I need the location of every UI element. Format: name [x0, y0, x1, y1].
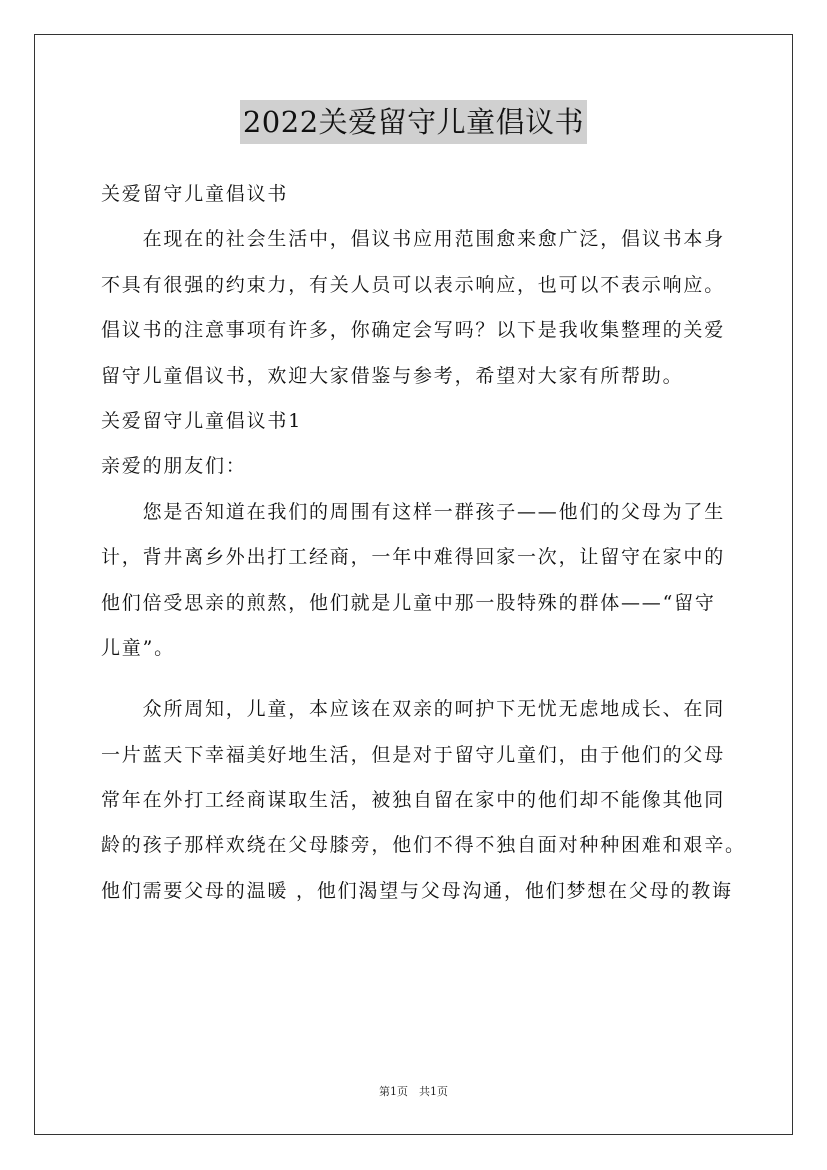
document-title: 2022关爱留守儿童倡议书 [240, 100, 587, 144]
section-heading: 关爱留守儿童倡议书1 [101, 409, 303, 432]
text-line: 他们倍受思亲的煎熬，他们就是儿童中那一股特殊的群体——“留守 [101, 591, 716, 614]
text-line: 倡议书的注意事项有许多，你确定会写吗？以下是我收集整理的关爱 [101, 319, 726, 342]
text-line: 龄的孩子那样欢绕在父母膝旁，他们不得不独自面对种种困难和艰辛。 [101, 834, 746, 857]
text-line: 他们需要父母的温暖 ，他们渴望与父母沟通，他们梦想在父母的教诲 [101, 879, 733, 902]
paragraph-spacer [101, 671, 741, 687]
text-line: 众所周知，儿童，本应该在双亲的呵护下无忧无虑地成长、在同 [101, 698, 726, 721]
text-line: 一片蓝天下幸福美好地生活，但是对于留守儿童们，由于他们的父母 [101, 743, 726, 766]
text-line: 在现在的社会生活中，倡议书应用范围愈来愈广泛，倡议书本身 [101, 228, 726, 251]
title-container [0, 100, 827, 144]
text-line: 留守儿童倡议书，欢迎大家借鉴与参考，希望对大家有所帮助。 [101, 364, 684, 387]
text-line: 计，背井离乡外出打工经商，一年中难得回家一次，让留守在家中的 [101, 546, 726, 569]
text-line: 儿童”。 [101, 636, 175, 659]
text-line: 常年在外打工经商谋取生活，被独自留在家中的他们却不能像其他同 [101, 789, 726, 812]
salutation-line: 亲爱的朋友们： [101, 455, 247, 478]
subtitle-line: 关爱留守儿童倡议书 [101, 183, 289, 205]
page-footer: 第1页 共1页 [379, 1085, 448, 1098]
text-line: 您是否知道在我们的周围有这样一群孩子——他们的父母为了生 [101, 500, 726, 523]
document-body [101, 172, 746, 914]
text-line: 不具有很强的约束力，有关人员可以表示响应，也可以不表示响应。 [101, 273, 726, 296]
